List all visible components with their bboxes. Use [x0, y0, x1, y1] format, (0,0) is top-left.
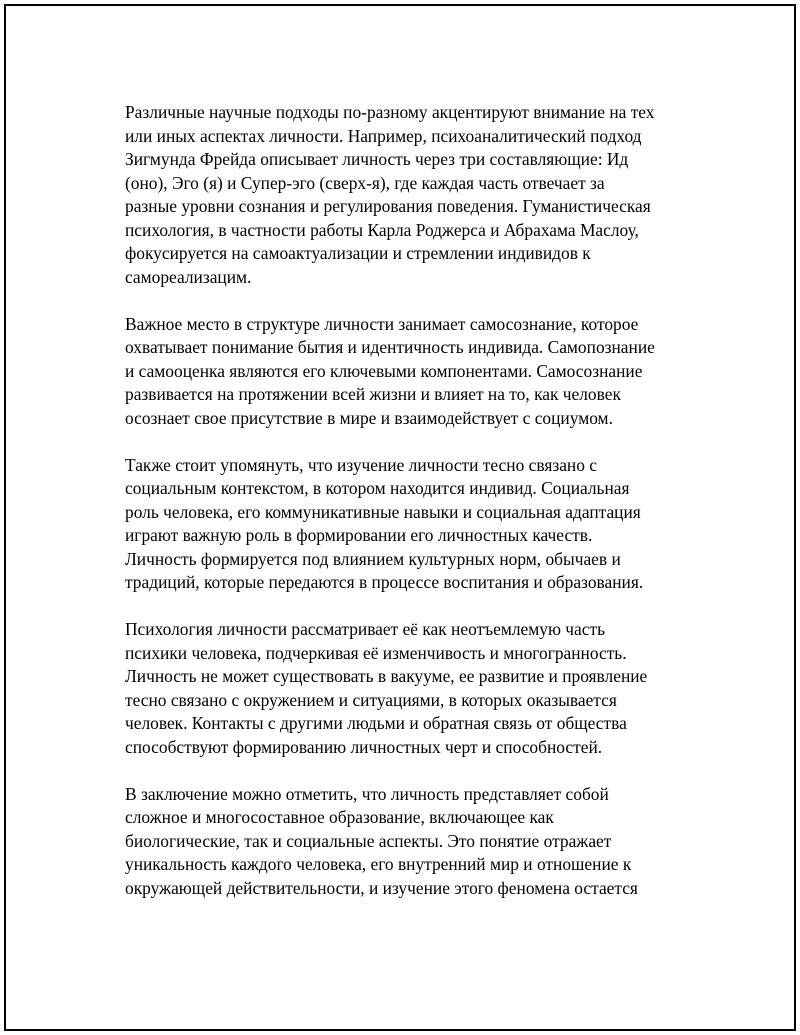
paragraph-5 — [125, 783, 705, 901]
paragraph-4 — [125, 618, 705, 759]
paragraph-2 — [125, 313, 705, 431]
text-line: Различные научные подходы по-разному акцентируют внимание на тех — [125, 102, 655, 122]
paragraph-3 — [125, 454, 705, 595]
text-line: Важное место в структуре личности занимает самосознание, которое — [125, 313, 639, 334]
text-line: Личность формируется под влиянием культурных норм, обычаев и — [125, 548, 621, 569]
text-line: Зигмунда Фрейда описывает личность через три составляющие: Ид — [125, 149, 629, 169]
text-line: Психология личности рассматривает её как неотъемлемую часть — [125, 619, 606, 639]
text-line: традиций, которые передаются в процессе воспитания и образования. — [125, 572, 644, 592]
text-line: и самооценка являются его ключевыми компонентами. Самосознание — [125, 360, 643, 381]
text-line: человек. Контакты с другими людьми и обратная связь от общества — [125, 713, 627, 733]
text-line: роль человека, его коммуникативные навыки и социальная адаптация — [125, 501, 641, 522]
text-line: или иных аспектах личности. Например, психоаналитический подход — [125, 125, 642, 146]
text-line: окружающей действительности, и изучение этого феномена остается — [125, 877, 638, 898]
text-line: охватывает понимание бытия и идентичность индивида. Самопознание — [125, 337, 655, 357]
text-line: психология, в частности работы Карла Роджерса и Абрахама Маслоу, — [125, 219, 639, 240]
text-line: Личность не может существовать в вакууме, ее развитие и проявление — [125, 666, 648, 686]
page-frame — [4, 4, 796, 1031]
text-line: социальным контекстом, в котором находится индивид. Социальная — [125, 478, 630, 498]
document-body — [125, 101, 705, 924]
text-line: самореализацим. — [125, 266, 252, 287]
text-line: биологические, так и социальные аспекты. Это понятие отражает — [125, 830, 612, 851]
paragraph-1 — [125, 101, 705, 289]
text-line: (оно), Эго (я) и Супер-эго (сверх-я), где каждая часть отвечает за — [125, 172, 605, 193]
text-line: фокусируется на самоактуализации и стремлении индивидов к — [125, 243, 591, 263]
text-line: психики человека, подчеркивая её изменчивость и многогранность. — [125, 642, 627, 663]
text-line: сложное и многосоставное образование, включающее как — [125, 807, 554, 827]
text-line: осознает свое присутствие в мире и взаимодействует с социумом. — [125, 407, 613, 428]
text-line: способствуют формированию личностных черт и способностей. — [125, 736, 603, 757]
text-line: развивается на протяжении всей жизни и влияет на то, как человек — [125, 384, 621, 404]
text-line: играют важную роль в формировании его личностных качеств. — [125, 525, 593, 545]
text-line: уникальность каждого человека, его внутренний мир и отношение к — [125, 854, 632, 874]
text-line: В заключение можно отметить, что личность представляет собой — [125, 783, 609, 804]
text-line: Также стоит упомянуть, что изучение личности тесно связано с — [125, 454, 597, 475]
text-line: тесно связано с окружением и ситуациями, в которых оказывается — [125, 689, 617, 710]
text-line: разные уровни сознания и регулирования поведения. Гуманистическая — [125, 196, 651, 216]
